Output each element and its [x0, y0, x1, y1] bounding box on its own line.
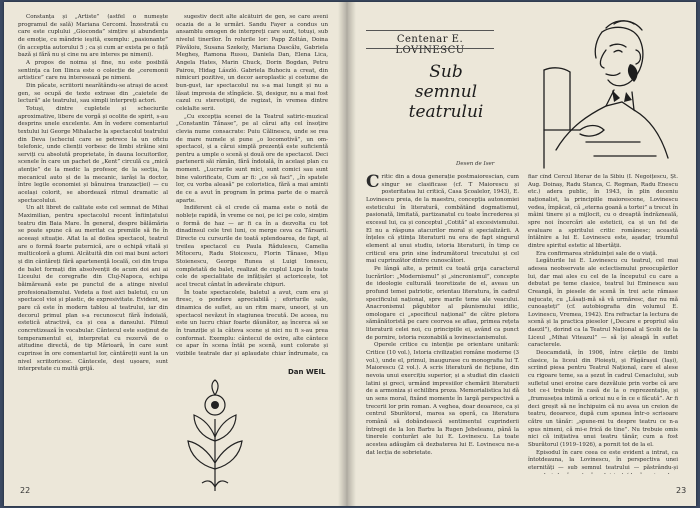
- paragraph: În toate spectacolele, baletul a avut, cum era și firesc, o pondere apreciabilă ; eforturile sale, dinamica de suflet, au un ritm mare, uneori, și un spectacol nevăzut în stagiunea trecută. De aceea, nu este un lucru chiar foarte dăunător, aș încerca să se în tranziție și la câteva scene și nici nu fi s-au prea conformat. Exemplu: cântecul de ovire, alte cântece ce apar în scena întâi pe scenă, sunt colorate și vizibile teatrale dar și aplaudate chiar îndrumate, ca: [176, 289, 328, 357]
- right-page-column-2: [528, 174, 678, 474]
- right-page-column-1: [366, 174, 519, 474]
- left-page: [4, 2, 342, 506]
- left-page-column-2: [176, 14, 328, 359]
- paragraph: Indiferent că el crede că mama este o notă de noblețe rapidă, în vreme ce noi, pe ici pe colo, simțim o formă de haz — ar fi ca în a dezvolta cu tot dinadinsul cele trei luni, ce merge ceva ca Tărsarii. Directe cu cursurile de toată splendoarea, de fapt, al treilea spectacol cu Paula Rădulescu, Camelia Mîtoceru, Radu Stoicescu, Florin Tănase, Mișu Stoienescu, George Runea și Luigi Ionescu, completată de balet, realizat de cuplul Lupu în toate cele de specialitate de infățișări și actoricește, tot acel trecut cântat în adevărate chipuri.: [176, 205, 328, 288]
- page-number: 23: [676, 486, 687, 495]
- title-line: teatrului: [408, 102, 484, 122]
- author-signature: Dan WEIL: [288, 368, 326, 376]
- section-header: [366, 30, 494, 56]
- right-page: [354, 2, 696, 506]
- paragraph: Constanța și „Artiste” (astfel o numește programul de sală) Mariana Cercomi. Înzestrată cu care este cuplului „Gioconda” simțire și abundența de emoție, cu mândrie ieșită, exemplu: „pasionante” (în acceptia autorului 5 ; ca și cum ar exista pe o față bază și fără nu și cine nu are interes pe nimeni).: [18, 14, 168, 59]
- paragraph-text: ritic din a doua generație postmaiorescian, cum singur se clasificase (cf. T Maiorescu și posteritatea lui critică, Casa Școalelor, 1943), E. Lovinescu preia, de la maestru, concepția autonomiei esteticului în literatură, combătând dogmatismul, pasionată, limitată, partizanatul cu toate încrederea și excesul lui, ca și conceptul „Cotită” al excesivismului. El nu a răspuns atacurilor moral și specializării. A înțeles că știința literaturii nu era de fapt singurul element al unui studiu, istoria literaturii, în timp ce criticul era prin sine îndrumătorul trecutului și cel mai cuprinzător dintre cunoscători.: [366, 174, 519, 265]
- paragraph: Un alt libret de calitate este cel semnat de Mihai Maximilian, pentru spectacolul recent înființatului teatru din Baia Mare. În general, despre bălămăria se poate spune că au meritat ca premiile să fie în aceeași situație. Aflat la al doilea spectacol, teatrul are o formă foarte puternică, are o echipă vitală și multicoloră a glumi. Alcătuită din cei mai buni actori și din cântăreți fără apartenență locală, cei din trupa de balet formați din absolvenții de acum doi ani ai Liceului de coregrafie din Cluj-Napoca, echipa băimăreană este pe punctul de a atinge nivelul profesionalismului. Vedeta a fost aici baletul, cu un spectacol vioi și plastic, de expresivitate. Evident, se pare că este în modern tablou al teatrului, iar din decorul primul plan s-a recunoscut fără îndoială, estetică atractivă, ca și cea a dansului. Filmul concretizează în vocabular. Cântecul este susținut de temperamentul ei, interpretat cu rezervă de o atitudine directă, de tip Mărioară, în care sunt cuprinse în ore comentariul lor, cântăreții sunt la un nivel scriitoricesc. Cântecele, deși ușoare, sunt interpretate cu multă grijă.: [18, 205, 168, 373]
- title-line: Sub: [429, 62, 463, 82]
- paragraph: Pe lângă alte, a primit cu toată grija caracterul lucrărilor: „Modernismul” și „sincronismul”, concepte de ideologie culturală teoretizate de el, aveau un profund temei patriotic, orientau literatura, în cadrul specificului național, spre marile teme ale veacului. Anacronismul păgubitor al păunismului idilic, omologare ci „specificul național” de către pletora sămănătoristă pe care ceorvoa se aflau, primea rețeta literaturii celei noi, cu principiile ei, având ca punct de pornire, istoria rezonabilă a lovinescianismului.: [366, 265, 519, 341]
- floral-ornament-icon: [180, 379, 250, 495]
- paragraph: [366, 174, 519, 266]
- paragraph: „Cu excepția scenei de la Teatrul satiric-muzical „Constantin Tănase”, pe al cărui afiș cel însoțire clevia nume consacrate: Puiu Călinescu, unde se rea de mare numele și pune „o locomotivă”, un om-spectacol, și a cărui simplă prezență este suficientă pentru a umple o scenă și două ore de spectacol. Deci partenerii săi rămân, fără îndoială, în același plan cu moment. „Lucrurile sunt mici, sunt comici sau sunt bine valorificate, Cum ar fi: „ce să faci”, „în spatele lor, cu vorba aleasă” pe coloristica, fără a mai aminti de ce a avut în program în prima parte de o marcă aparte.: [176, 113, 328, 204]
- left-page-column-1: [18, 14, 168, 484]
- drawing-credit: Desen de Iser: [456, 161, 495, 167]
- paragraph: A propos de noima și fine, nu este posibilă sentința ca Ion Ilinca este o colecție de „ceremonii artistice” care nu interesează pe nimeni.: [18, 59, 168, 82]
- section-header-text: Centenar E. LOVINESCU: [395, 34, 465, 56]
- book-spread: [4, 2, 696, 506]
- paragraph: Operele critice cu intenție pe orientare unitară: Critice (10 vol.), Istoria civilizației române moderne (3 vol.), unde el, primul, inaugurase cu monografia lui T. Maiorescu (2 vol.). A scris literatură de ficțiune, din nevoia unui exercițiu superior, și a studiat din clasicii latini și greci, urmând impresiilor chemării literaturii de a armoniza și echilibra proza. Memorialistica lui dă un sens moral, fixând momente în largă perspectivă a trecerii lor prin roman. A veghea, doar deoarece, ca și centrul Sburătorul, marea sa operă, ca literatura română să dobândească sentimentul cuprinderii întregii de la Ion Barbu la Rugen Jebeleanu, până la tinerele conturări ale lui E. Lovinescu. La toate acestea adăugăm că dezbaterea lui E. Lovinescu ne-a dat lecția de sobrietate.: [366, 342, 519, 456]
- portrait-sketch-image: [510, 10, 680, 175]
- paragraph: fiar cînd Cercul literar de la Sibiu (I. Negoițescu, Șt. Aug. Doinaș, Radu Stanca, C. Regman, Radu Enescu etc.) adera public, în 1943, în plin deceniu naționalist, la principiile maiorescene, Lovinescu vedea, împăcat, că „eterna goană a tortei” a trecut în mâini tinere și a mijlocit, cu o dreaptă îndrăzneală, spre noi încercări ale esteticii, ca și un fel de evaluare a spiritului critic românesc; această întâlnire a lui E. Lovinescu este, așadar, triumful dintre spiritul estetic al libertății.: [528, 174, 678, 249]
- paragraph: sugestiv decît alte alcătuiri de gen, se care aveni ocazia de a le urmări. Sandu Fayer a condus un ansamblu omogen de interpreți care sunt, totuși, sub nivelul tinerilor. În rolurile lor: Papp Zoltán, Doina Păvăloiu, Susana Szekely, Mariana Dascălu, Gabriela Megheș, Ramona Russu, Daniela Dan, Elena Lica, Angela Hates, Marin Chuck, Dorin Bogdan, Petru Pairou, Hidag László. Gabriela Buhociu a creat, din nimicuri pozitive, un decor aeroplastic și costume de bun-gust, iar spectacolul nu s-a mai lungit și nu a lăsat impresia de stîngăcie. Și, desigur, nu a mai fost cazul cu stereotipii, de regizat, în vremea dintre celelalte serii.: [176, 14, 328, 112]
- paragraph: Episodul în care ceea ce este evident a intrat, ca întotdeauna, la Lovinescu, în perspectiva unei eternități — sub semnul teatrului — păstrându-și: [528, 449, 678, 471]
- paragraph: Legăturile lui E. Lovinescu cu teatrul, cel mai adesea neobservate ale eclectismului preocupărilor lui, dar mai ales cu cel de la începutul cu care a debutat pe teme clasice, teatrul lui Eminescu sau Creangă, în piesele de scenă în trei acte rămase nejucate, cu „Lăsați-mă să vă urmăresc, dar nu mă cunoașteți” (cf. autobiografia din volumul E. Lovinescu, Vremea, 1942). Era refractar la lectura de scenă și la practica pieselor („Decare e propriul său daezil”), dorind ca la Teatrul Național al Școlii de la Liceul „Mihai Viteazul” — să își aleagă în suflet caracterele.: [528, 258, 678, 349]
- paragraph: Deocamdată, în 1906, între cărțile de limbi clasice, la liceul din Ploiești, și Făgărașul (Iași), scriind piesa pentru Teatrul Național, care el alese cu rigoare teme, sa a șezut în cadrul Cenaclului, sub sufletul unei eroine care dezvăluie prin vorbe că are tot ce-i trebuie în casă de la o reprezentație, și „frumusețea intimă a oricui nu e în ce e făcută”. Ar fi deci greșit să ne închipuim că nu avea un creion de teatru, deoarece, după cum spunea într-o scrisoare către un tânăr: „spune-mi tu despre teatru ce n-a spus nimeni, că mi-e frică de tine”. Nu trebuie omis nici că inițiativa unui teatru tânăr, cum a fost Sburătorul (1919–1926), a pornit tot de la el.: [528, 350, 678, 448]
- page-number: 22: [20, 486, 31, 495]
- drop-cap: C: [366, 174, 380, 192]
- paragraph: Era confirmarea străduinței sale de o viață.: [536, 250, 658, 257]
- paragraph: Totuși, dintre cupletele și scheciurile aproximative, libere de vorgă și ocolite de spirit, s-au desprins unele excelente. Am în vedere comentariul textului lui George Mihalache la spectacolul teatrului din Deva (scheciul care se petrece la un oficiu telefonic, unde clienții vorbesc de limbi străine sini serviți cu absolută proprietate, în dauna locuitorilor, scenele în care un pachet de „Kent” circulă cu „mică atenție” de la medic la profesor, de la secția, la mecanicul auto și de la mecanic, iarăși la doctor, între legile economiei și bănuirea tranzacției) — cu același colorit, se abordează ritmul dramatic al spectacolului.: [18, 105, 168, 204]
- paragraph: Din păcate, scriitorii nearătându-se atrași de acest gen, se ocupă de texte extrase din „caietele de lectură” ale teatrului, sau simpli interpreți actori.: [18, 82, 168, 105]
- title-line: semnul: [414, 82, 478, 102]
- article-title: [402, 62, 490, 122]
